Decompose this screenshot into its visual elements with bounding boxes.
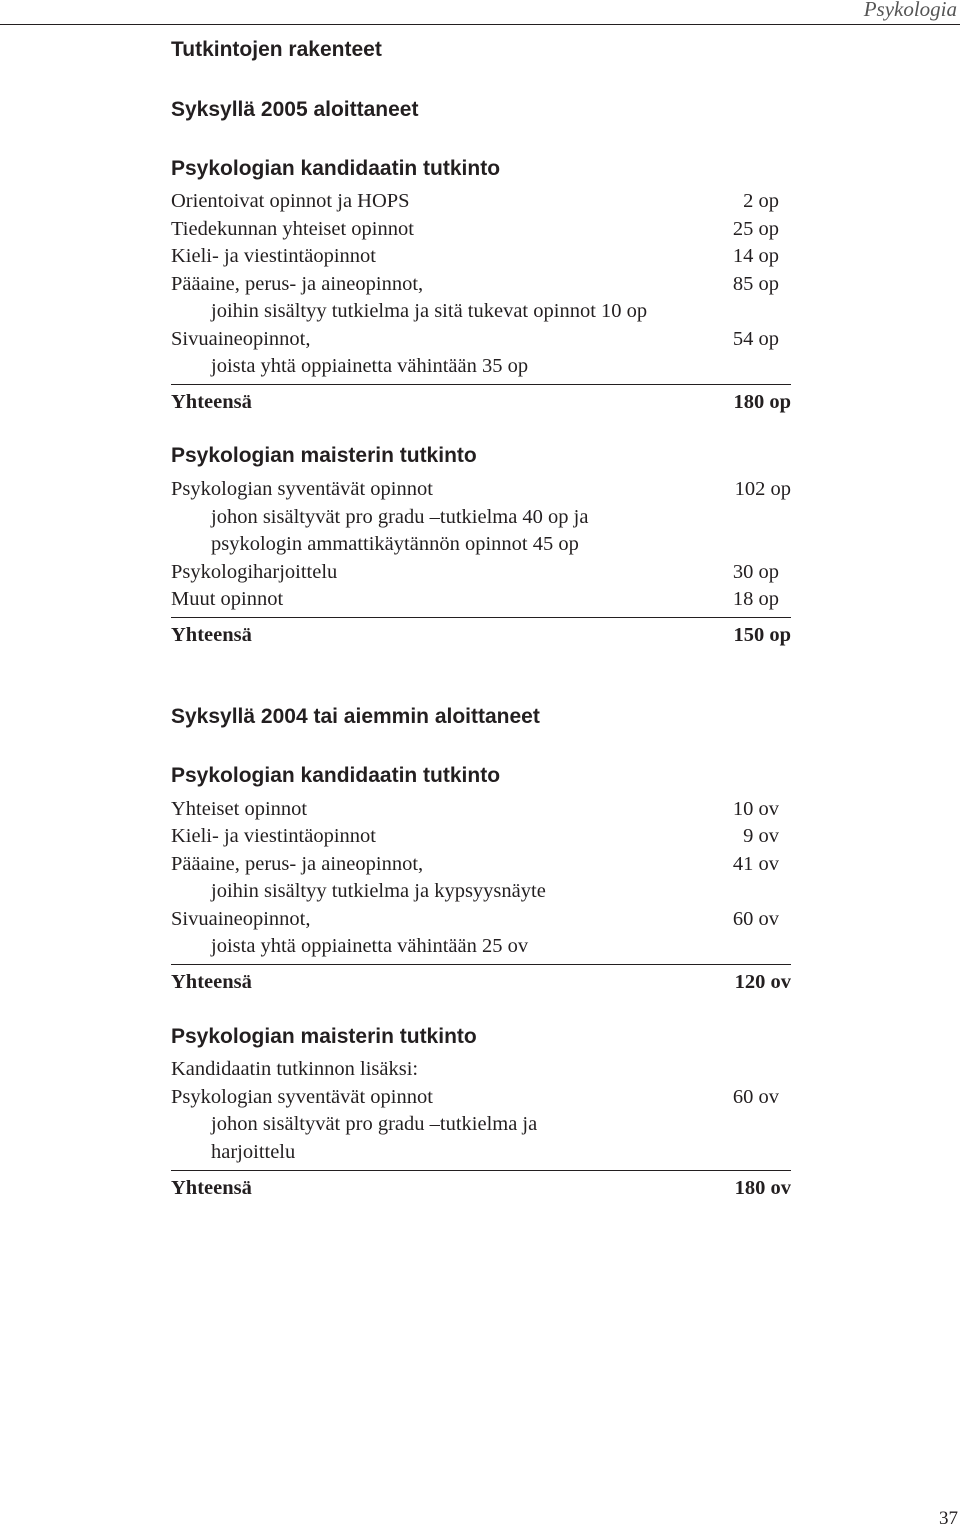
table-row bbox=[171, 796, 791, 824]
row-value: 9 ov bbox=[743, 825, 779, 847]
page-title: Tutkintojen rakenteet bbox=[171, 38, 382, 61]
row-value: 60 ov bbox=[732, 1086, 779, 1108]
row-label: Psykologiharjoittelu bbox=[171, 561, 338, 583]
section-heading-2004: Syksyllä 2004 tai aiemmin aloittaneet bbox=[171, 705, 540, 728]
row-value: 85 op bbox=[732, 273, 779, 295]
row-label: johon sisältyvät pro gradu –tutkielma ja bbox=[211, 1113, 538, 1135]
table-row bbox=[171, 851, 791, 879]
total-row bbox=[171, 622, 791, 650]
row-label: johon sisältyvät pro gradu –tutkielma 40 op ja bbox=[211, 506, 589, 528]
table-row bbox=[171, 353, 791, 381]
total-divider bbox=[171, 1170, 791, 1171]
row-label: joista yhtä oppiainetta vähintään 25 ov bbox=[211, 935, 529, 957]
section-heading-2005: Syksyllä 2005 aloittaneet bbox=[171, 98, 419, 121]
total-divider bbox=[171, 384, 791, 385]
row-label: Pääaine, perus- ja aineopinnot, bbox=[171, 273, 424, 295]
row-label: Muut opinnot bbox=[171, 588, 284, 610]
row-value: 18 op bbox=[732, 588, 779, 610]
row-label: Psykologian syventävät opinnot bbox=[171, 1086, 433, 1108]
table-row bbox=[171, 188, 791, 216]
table-row bbox=[171, 298, 791, 326]
total-value: 180 op bbox=[733, 391, 791, 413]
table-row bbox=[171, 243, 791, 271]
total-label: Yhteensä bbox=[171, 624, 252, 646]
table-row bbox=[171, 326, 791, 354]
table-row bbox=[171, 906, 791, 934]
table-row bbox=[171, 878, 791, 906]
row-label: joihin sisältyy tutkielma ja sitä tukevat opinnot 10 op bbox=[211, 300, 648, 322]
table-row bbox=[171, 531, 791, 559]
table-row bbox=[171, 504, 791, 532]
row-label: joista yhtä oppiainetta vähintään 35 op bbox=[211, 355, 529, 377]
total-value: 180 ov bbox=[734, 1177, 791, 1199]
table-row bbox=[171, 586, 791, 614]
row-value: 25 op bbox=[732, 218, 779, 240]
row-label: Sivuaineopinnot, bbox=[171, 328, 311, 350]
row-value: 54 op bbox=[732, 328, 779, 350]
degree-heading-kandidaatti-2004: Psykologian kandidaatin tutkinto bbox=[171, 764, 501, 787]
row-label: Kieli- ja viestintäopinnot bbox=[171, 825, 376, 847]
table-row bbox=[171, 476, 791, 504]
table-row bbox=[171, 271, 791, 299]
table-row bbox=[171, 1084, 791, 1112]
row-label: Kandidaatin tutkinnon lisäksi: bbox=[171, 1058, 419, 1080]
page-number: 37 bbox=[939, 1508, 958, 1529]
row-value: 10 ov bbox=[732, 798, 779, 820]
table-row bbox=[171, 933, 791, 961]
row-label: Kieli- ja viestintäopinnot bbox=[171, 245, 376, 267]
degree-heading-maisteri-2005: Psykologian maisterin tutkinto bbox=[171, 444, 477, 467]
row-label: Pääaine, perus- ja aineopinnot, bbox=[171, 853, 424, 875]
row-value: 2 op bbox=[743, 190, 779, 212]
total-label: Yhteensä bbox=[171, 391, 252, 413]
degree-heading-maisteri-2004: Psykologian maisterin tutkinto bbox=[171, 1025, 477, 1048]
table-row bbox=[171, 1056, 791, 1084]
table-row bbox=[171, 216, 791, 244]
table-row bbox=[171, 1139, 791, 1167]
table-row bbox=[171, 823, 791, 851]
row-label: Psykologian syventävät opinnot bbox=[171, 478, 433, 500]
row-label: joihin sisältyy tutkielma ja kypsyysnäyte bbox=[211, 880, 546, 902]
row-label: Sivuaineopinnot, bbox=[171, 908, 311, 930]
row-value: 41 ov bbox=[732, 853, 779, 875]
row-value: 102 op bbox=[734, 478, 791, 500]
row-value: 30 op bbox=[732, 561, 779, 583]
total-divider bbox=[171, 617, 791, 618]
total-value: 150 op bbox=[733, 624, 791, 646]
header-rule bbox=[0, 24, 960, 25]
total-row bbox=[171, 1175, 791, 1203]
total-row bbox=[171, 969, 791, 997]
total-row bbox=[171, 389, 791, 417]
total-divider bbox=[171, 964, 791, 965]
total-label: Yhteensä bbox=[171, 1177, 252, 1199]
row-value: 14 op bbox=[732, 245, 779, 267]
degree-heading-kandidaatti-2005: Psykologian kandidaatin tutkinto bbox=[171, 157, 501, 180]
row-label: Tiedekunnan yhteiset opinnot bbox=[171, 218, 414, 240]
total-value: 120 ov bbox=[734, 971, 791, 993]
row-label: psykologin ammattikäytännön opinnot 45 op bbox=[211, 533, 579, 555]
running-head: Psykologia bbox=[863, 0, 957, 21]
row-label: harjoittelu bbox=[211, 1141, 296, 1163]
table-row bbox=[171, 559, 791, 587]
table-row bbox=[171, 1111, 791, 1139]
row-label: Orientoivat opinnot ja HOPS bbox=[171, 190, 410, 212]
row-label: Yhteiset opinnot bbox=[171, 798, 308, 820]
total-label: Yhteensä bbox=[171, 971, 252, 993]
row-value: 60 ov bbox=[732, 908, 779, 930]
